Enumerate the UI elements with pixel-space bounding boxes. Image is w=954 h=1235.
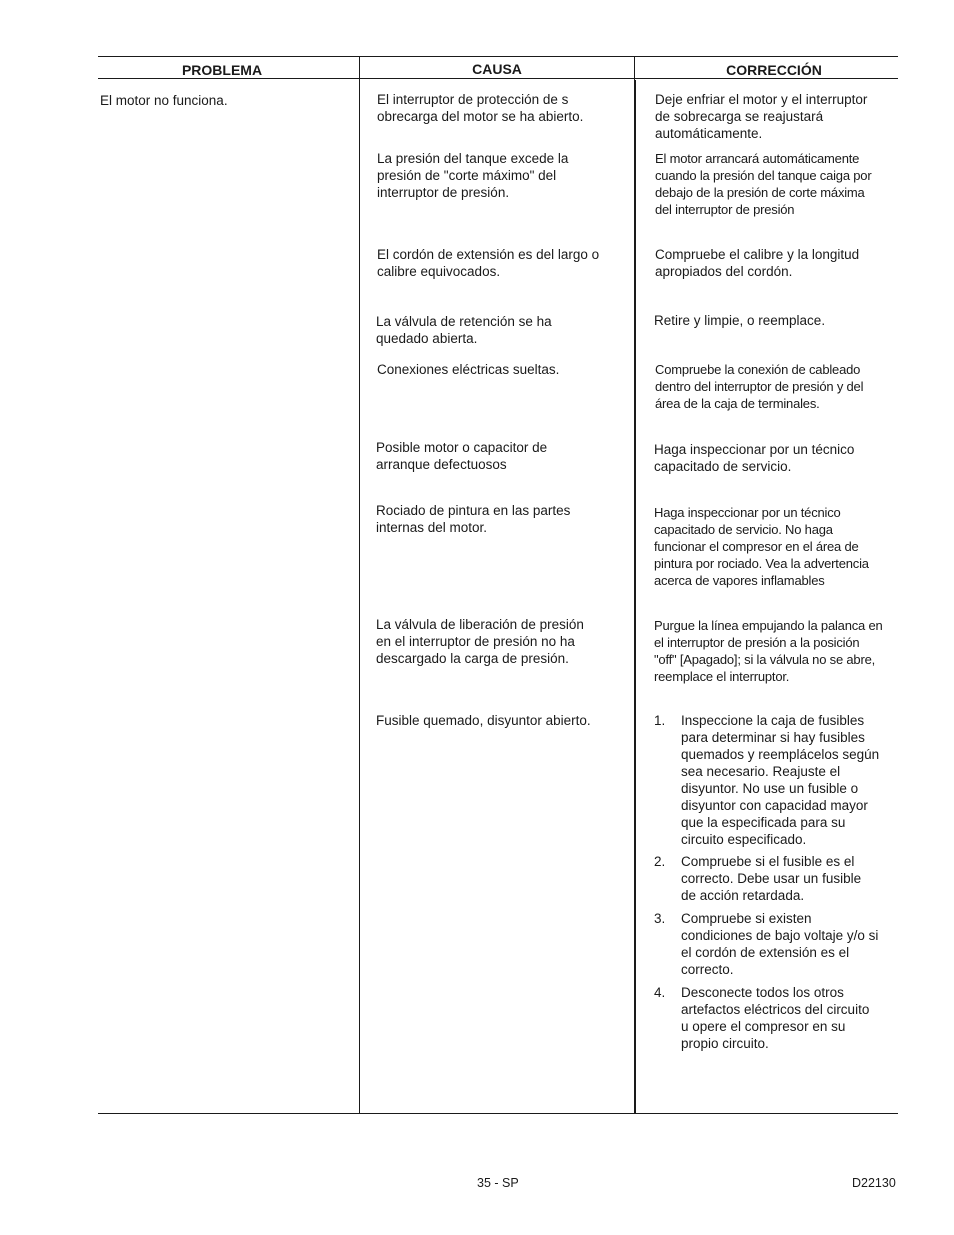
correction-1: Deje enfriar el motor y el interruptor de sobrecarga se reajustará automáticamente.: [655, 92, 868, 141]
problem-text: El motor no funciona.: [100, 93, 228, 108]
cause-2: La presión del tanque excede la presión de "corte máximo" del interruptor de presión.: [377, 151, 569, 200]
cause-6: Posible motor o capacitor de arranque defectuosos: [376, 440, 548, 472]
correction-4: Retire y limpie, o reemplace.: [654, 313, 826, 328]
correction-5: Compruebe la conexión de cableado dentro del interruptor de presión y del área de la caja de terminales.: [655, 362, 864, 411]
correction-3: Compruebe el calibre y la longitud apropiados del cordón.: [655, 247, 860, 279]
fuse-step-3-number: 3.: [654, 911, 666, 926]
cause-7: Rociado de pintura en las partes internas del motor.: [376, 503, 571, 535]
cause-4: La válvula de retención se ha quedado abierta.: [376, 314, 552, 346]
column-divider-2: [634, 56, 635, 80]
cause-3: El cordón de extensión es del largo o calibre equivocados.: [377, 247, 600, 279]
page-number: 35 - SP: [477, 1176, 519, 1190]
column-divider-1: [359, 56, 360, 1114]
column-divider-2-body: [634, 80, 636, 1114]
correction-2: El motor arrancará automáticamente cuando la presión del tanque caiga por debajo de la presión de corte máxima del interruptor de presión: [655, 151, 872, 217]
header-problem: PROBLEMA: [181, 62, 263, 78]
header-correction: CORRECCIÓN: [726, 62, 822, 78]
cause-9: Fusible quemado, disyuntor abierto.: [376, 713, 591, 728]
document-id: D22130: [852, 1176, 896, 1190]
correction-8: Purgue la línea empujando la palanca en el interruptor de presión a la posición "off" [Apagado]; si la válvula no se abre, reemplace el interruptor.: [654, 618, 883, 684]
fuse-step-2-number: 2.: [654, 854, 666, 869]
correction-7: Haga inspeccionar por un técnico capacitado de servicio. No haga funcionar el compresor en el área de pintura por rociado. Vea la advertencia acerca de vapores inflamables: [654, 505, 869, 588]
table-bottom-rule: [98, 1113, 898, 1114]
cause-1: El interruptor de protección de s obrecarga del motor se ha abierto.: [377, 92, 584, 124]
fuse-step-1-text: Inspeccione la caja de fusibles para determinar si hay fusibles quemados y reemplácelos según sea necesario. Reajuste el disyuntor. No use un fusible o disyuntor con capacidad mayor que la especificada para su circuito especificado.: [681, 713, 880, 847]
fuse-step-2-text: Compruebe si el fusible es el correcto. Debe usar un fusible de acción retardada.: [681, 854, 862, 903]
table-top-rule: [98, 56, 898, 57]
fuse-step-4-number: 4.: [654, 985, 666, 1000]
fuse-step-4-text: Desconecte todos los otros artefactos eléctricos del circuito u opere el compresor en su propio circuito.: [681, 985, 870, 1051]
cause-5: Conexiones eléctricas sueltas.: [377, 362, 560, 377]
fuse-step-1-number: 1.: [654, 713, 666, 728]
correction-6: Haga inspeccionar por un técnico capacitado de servicio.: [654, 442, 855, 474]
cause-8: La válvula de liberación de presión en el interruptor de presión no ha descargado la carga de presión.: [376, 617, 584, 666]
header-cause: CAUSA: [472, 61, 522, 77]
fuse-step-3-text: Compruebe si existen condiciones de bajo voltaje y/o si el cordón de extensión es el correcto.: [681, 911, 879, 977]
header-bottom-rule: [98, 78, 898, 79]
